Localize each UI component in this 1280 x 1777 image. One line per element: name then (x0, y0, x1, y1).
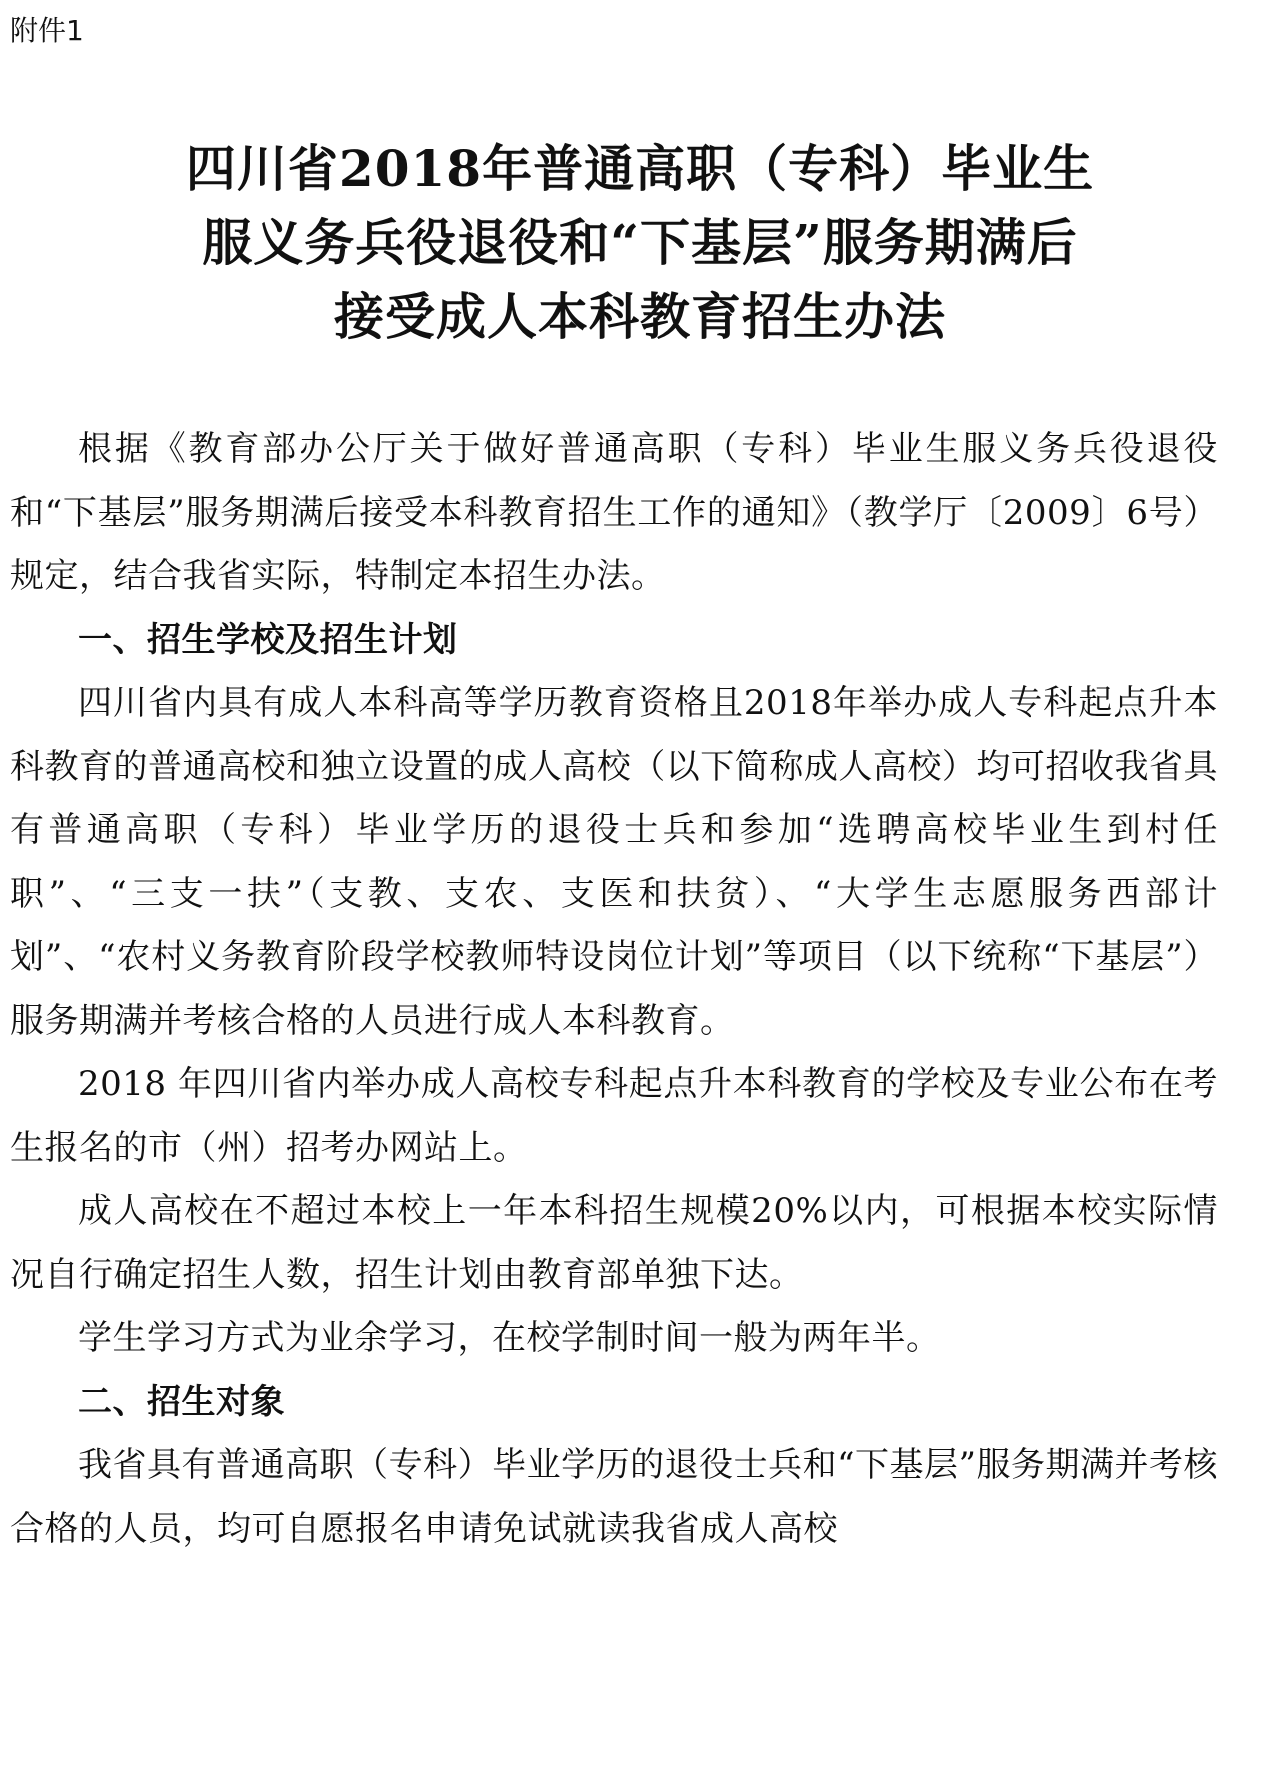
document-title (0, 132, 1280, 354)
paragraph-enrollment-limit: 成人高校在不超过本校上一年本科招生规模20%以内，可根据本校实际情况自行确定招生人数，招生计划由教育部单独下达。 (10, 1191, 1218, 1295)
section-heading-1: 一、招生学校及招生计划 (78, 619, 458, 660)
paragraph-publication: 2018 年四川省内举办成人高校专科起点升本科教育的学校及专业公布在考生报名的市（州）招考办网站上。 (10, 1064, 1218, 1168)
title-line-2: 服义务兵役退役和“下基层”服务期满后 (202, 213, 1078, 272)
paragraph-intro: 根据《教育部办公厅关于做好普通高职（专科）毕业生服义务兵役退役和“下基层”服务期满后接受本科教育招生工作的通知》（教学厅〔2009〕6号）规定，结合我省实际，特制定本招生办法。 (10, 429, 1218, 596)
paragraph-study-mode: 学生学习方式为业余学习，在校学制时间一般为两年半。 (78, 1318, 941, 1358)
attachment-label: 附件1 (10, 14, 84, 47)
section-heading-2: 二、招生对象 (78, 1381, 285, 1422)
title-line-1: 四川省2018年普通高职（专科）毕业生 (185, 139, 1095, 198)
paragraph-schools: 四川省内具有成人本科高等学历教育资格且2018年举办成人专科起点升本科教育的普通高校和独立设置的成人高校（以下简称成人高校）均可招收我省具有普通高职（专科）毕业学历的退役士兵和参加“选聘高校毕业生到村任职”、“三支一扶”（支教、支农、支医和扶贫）、“大学生志愿服务西部计划”、“农村义务教育阶段学校教师特设岗位计划”等项目（以下统称“下基层”）服务期满并考核合格的人员进行成人本科教育。 (10, 683, 1218, 1041)
paragraph-eligibility: 我省具有普通高职（专科）毕业学历的退役士兵和“下基层”服务期满并考核合格的人员，均可自愿报名申请免试就读我省成人高校 (10, 1445, 1218, 1549)
title-line-3: 接受成人本科教育招生办法 (334, 287, 946, 346)
document-body (10, 418, 1218, 1561)
